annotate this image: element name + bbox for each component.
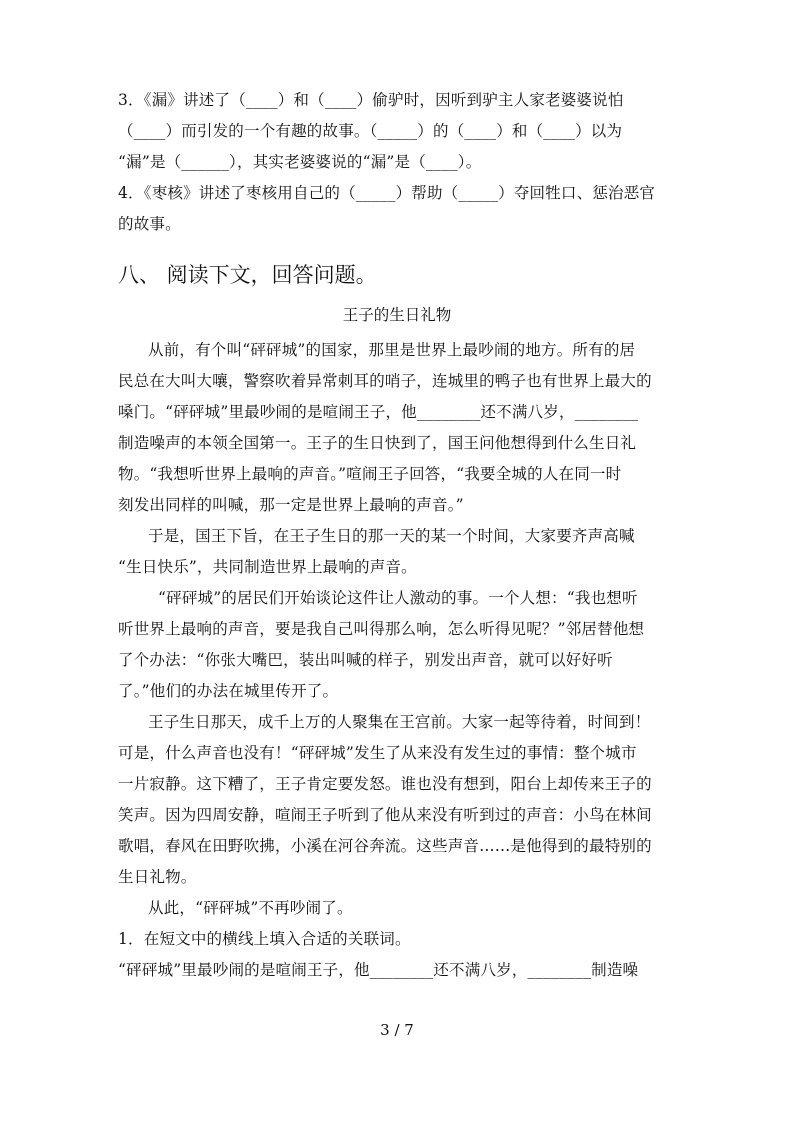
story-line: 可是，什么声音也没有！“砰砰城”发生了从来没有发生过的事情：整个城市 [118, 744, 637, 762]
story-line: 生日礼物。 [118, 868, 197, 886]
story-line: 嗓门。“砰砰城”里最吵闹的是喧闹王子，他________还不满八岁，________ [118, 403, 639, 421]
story-line: “砰砰城”的居民们开始谈论这件让人激动的事。一个人想：“我也想听 [158, 589, 638, 607]
story-line: 一片寂静。这下糟了，王子肯定要发怒。谁也没有想到，阳台上却传来王子的 [118, 775, 652, 793]
story-line: 王子生日那天，成千上万的人聚集在王宫前。大家一起等待着，时间到！ [148, 713, 651, 731]
question-3-line-3: “漏”是（______），其实老婆婆说的“漏”是（____）。 [118, 153, 482, 171]
story-line: 了个办法：“你张大嘴巴，装出叫喊的样子，别发出声音，就可以好好听 [118, 651, 613, 669]
story-line: 刻发出同样的叫喊，那一定是世界上最响的声音。” [118, 496, 464, 514]
question-3-line-2: （____）而引发的一个有趣的故事。（_____）的（____）和（____）以为 [118, 122, 623, 140]
story-line: 笑声。因为四周安静，喧闹王子听到了他从来没有听到过的声音：小鸟在林间 [118, 806, 652, 824]
sub-question-1: 1．在短文中的横线上填入合适的关联词。 [118, 930, 411, 948]
story-line: “生日快乐”，共同制造世界上最响的声音。 [118, 558, 417, 576]
page-number: 3 / 7 [380, 1021, 414, 1039]
section-heading: 八、 阅读下文，回答问题。 [118, 263, 377, 287]
question-3-line-1: 3．《漏》讲述了（____）和（____）偷驴时，因听到驴主人家老婆婆说怕 [118, 91, 624, 109]
story-line: 了。”他们的办法在城里传开了。 [118, 682, 339, 700]
story-line: 从此，“砰砰城”不再吵闹了。 [148, 899, 353, 917]
story-line: 民总在大叫大嚷，警察吹着异常刺耳的哨子，连城里的鸭子也有世界上最大的 [118, 372, 652, 390]
sub-question-1-sentence: “砰砰城”里最吵闹的是喧闹王子，他________还不满八岁，________制造噪 [118, 961, 639, 979]
question-4-line-2: 的故事。 [118, 215, 181, 233]
question-4-line-1: 4．《枣核》讲述了枣核用自己的（_____）帮助（_____）夺回牲口、惩治恶官 [118, 184, 656, 202]
story-line: 从前，有个叫“砰砰城”的国家，那里是世界上最吵闹的地方。所有的居 [148, 341, 636, 359]
story-line: 制造噪声的本领全国第一。王子的生日快到了，国王问他想得到什么生日礼 [118, 434, 637, 452]
story-line: 听世界上最响的声音，要是我自己叫得那么响，怎么听得见呢？”邻居替他想 [118, 620, 645, 638]
story-title: 王子的生日礼物 [342, 306, 452, 324]
story-line: 于是，国王下旨，在王子生日的那一天的某一个时间，大家要齐声高喊 [148, 527, 635, 545]
story-line: 物。“我想听世界上最响的声音。”喧闹王子回答，“我要全城的人在同一时 [118, 465, 622, 483]
story-line: 歌唱，春风在田野吹拂，小溪在河谷奔流。这些声音……是他得到的最特别的 [118, 837, 652, 855]
